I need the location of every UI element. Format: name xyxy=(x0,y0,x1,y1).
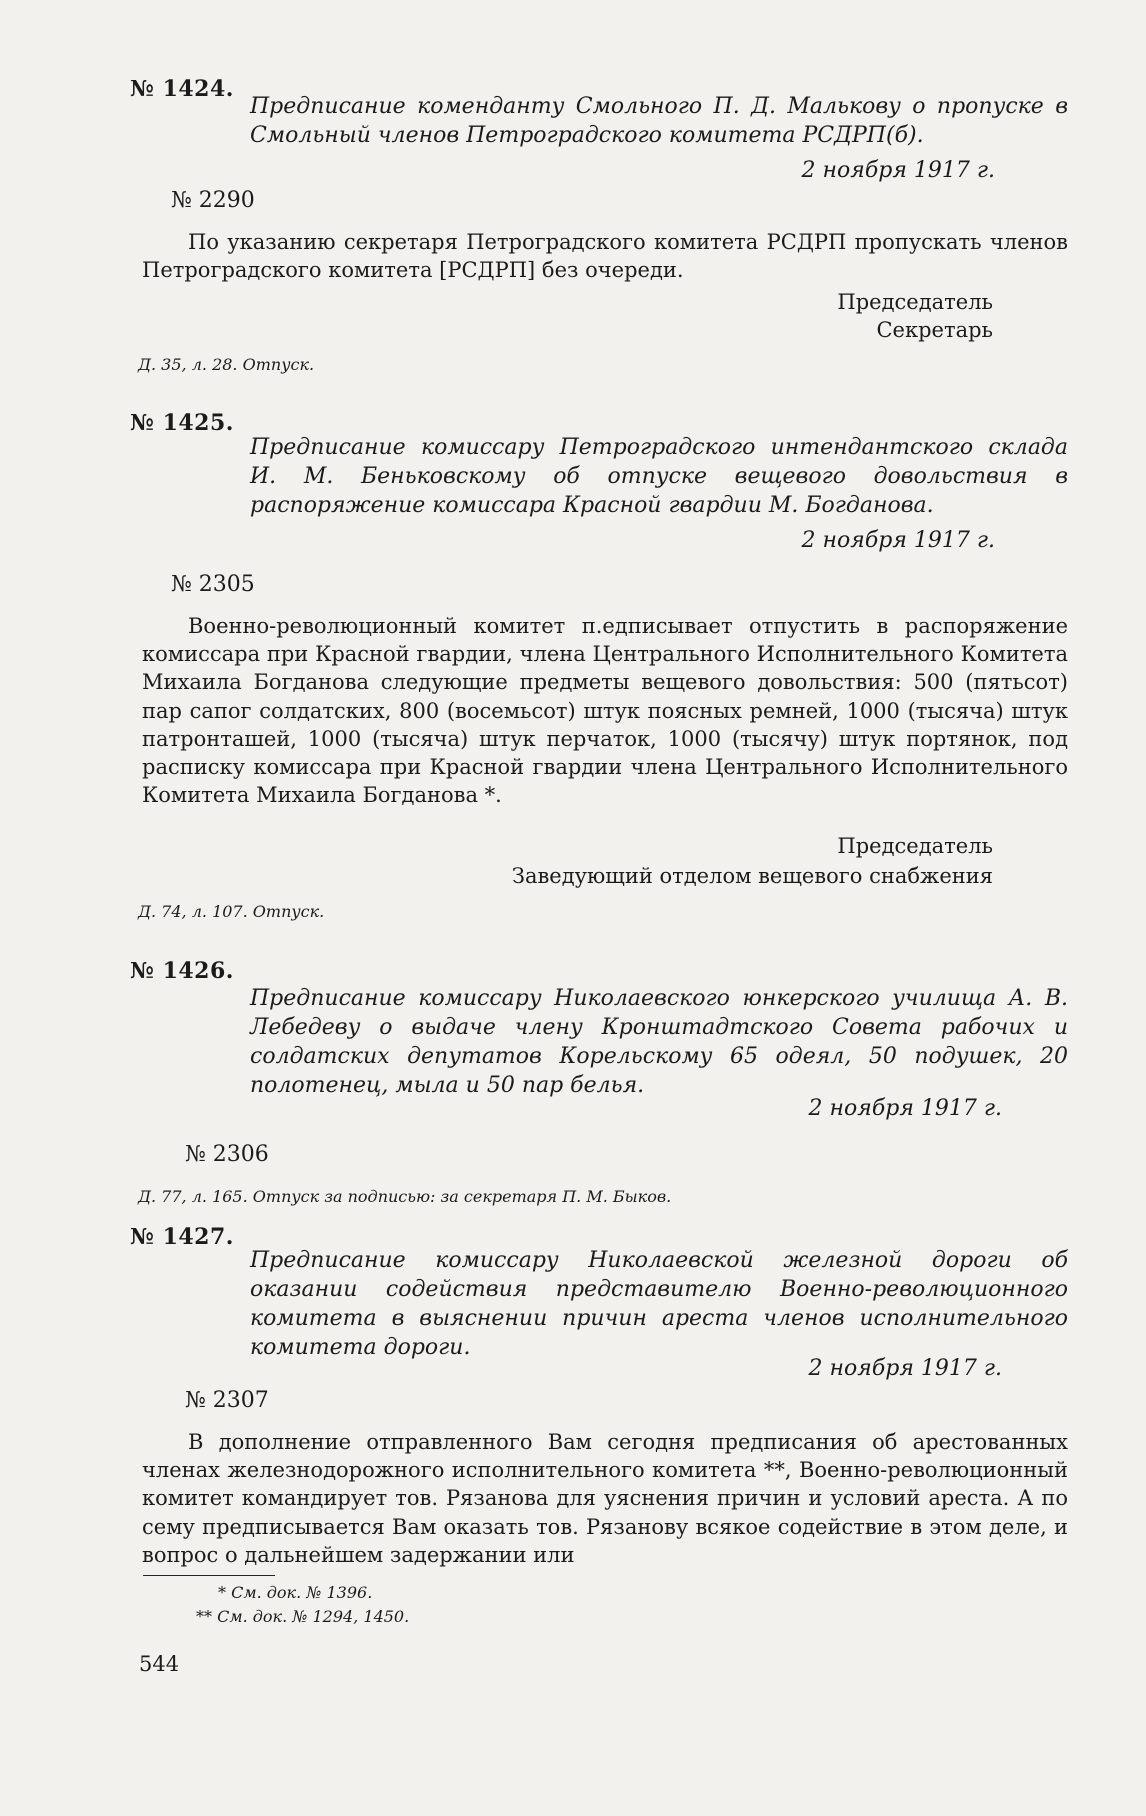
entry-number: № 1426. xyxy=(130,958,234,984)
footnote-divider xyxy=(143,1575,275,1576)
signature-line: Заведующий отделом вещевого снабжения xyxy=(511,864,993,888)
entry-number: № 1425. xyxy=(130,410,234,436)
entry-title: Предписание коменданту Смольного П. Д. Малькову о пропуске в Смольный членов Петроградского комитета РСДРП(б). xyxy=(250,94,1068,148)
entry-title: Предписание комиссару Петроградского интендантского склада И. М. Беньковскому об отпуске вещевого довольствия в распоряжение комиссара Красной гвардии М. Богданова. xyxy=(250,435,1068,518)
entry-number: № 1427. xyxy=(130,1224,234,1250)
entry-date: 2 ноября 1917 г. xyxy=(808,1356,1002,1381)
entry-title: Предписание комиссару Николаевского юнкерского училища А. В. Лебедеву о выдаче члену Кронштадтского Совета рабочих и солдатских депутатов Корельскому 65 одеял, 50 подушек, 20 полотенец, мыла и 50 пар белья. xyxy=(250,986,1068,1098)
document-number: № 2305 xyxy=(171,572,255,597)
entry-body: Военно-революционный комитет п.едписывает отпустить в распоряжение комиссара при Красной гвардии, члена Центрального Исполнительного Комитета Михаила Богданова следующие предметы вещевого довольствия: 500 (пятьсот) пар сапог солдатских, 800 (восемьсот) штук поясных ремней, 1000 (тысяча) штук патронташей, 1000 (тысяча) штук перчаток, 1000 (тысячу) штук портянок, под расписку комиссара при Красной гвардии члена Центрального Исполнительного Комитета Михаила Богданова *. xyxy=(142,614,1068,808)
signature-line: Секретарь xyxy=(876,318,993,342)
entry-number: № 1424. xyxy=(130,76,234,102)
entry-date: 2 ноября 1917 г. xyxy=(808,1096,1002,1121)
footnote: * См. док. № 1396. xyxy=(218,1583,373,1602)
entry-date: 2 ноября 1917 г. xyxy=(801,158,995,183)
footnote: ** См. док. № 1294, 1450. xyxy=(196,1607,410,1626)
signature-line: Председатель xyxy=(837,290,993,314)
entry-body: В дополнение отправленного Вам сегодня предписания об арестованных членах железнодорожного исполнительного комитета **, Военно-революционный комитет командирует тов. Рязанова для уяснения причин и условий ареста. А по сему предписывается Вам оказать тов. Рязанову всякое содействие в этом деле, и вопрос о дальнейшем задержании или xyxy=(142,1430,1068,1567)
archive-source: Д. 77, л. 165. Отпуск за подписью: за секретаря П. М. Быков. xyxy=(138,1187,672,1206)
entry-title: Предписание комиссару Николаевской железной дороги об оказании содействия представителю Военно-революционного комитета в выяснении причин ареста членов исполнительного комитета дороги. xyxy=(250,1248,1068,1360)
archive-source: Д. 74, л. 107. Отпуск. xyxy=(138,902,325,921)
document-number: № 2290 xyxy=(171,188,255,213)
page-number: 544 xyxy=(139,1652,180,1676)
document-number: № 2307 xyxy=(185,1388,269,1413)
entry-date: 2 ноября 1917 г. xyxy=(801,528,995,553)
document-number: № 2306 xyxy=(185,1142,269,1167)
archive-source: Д. 35, л. 28. Отпуск. xyxy=(138,355,315,374)
entry-body: По указанию секретаря Петроградского комитета РСДРП пропускать членов Петроградского комитета [РСДРП] без очереди. xyxy=(142,230,1068,283)
signature-line: Председатель xyxy=(837,834,993,858)
